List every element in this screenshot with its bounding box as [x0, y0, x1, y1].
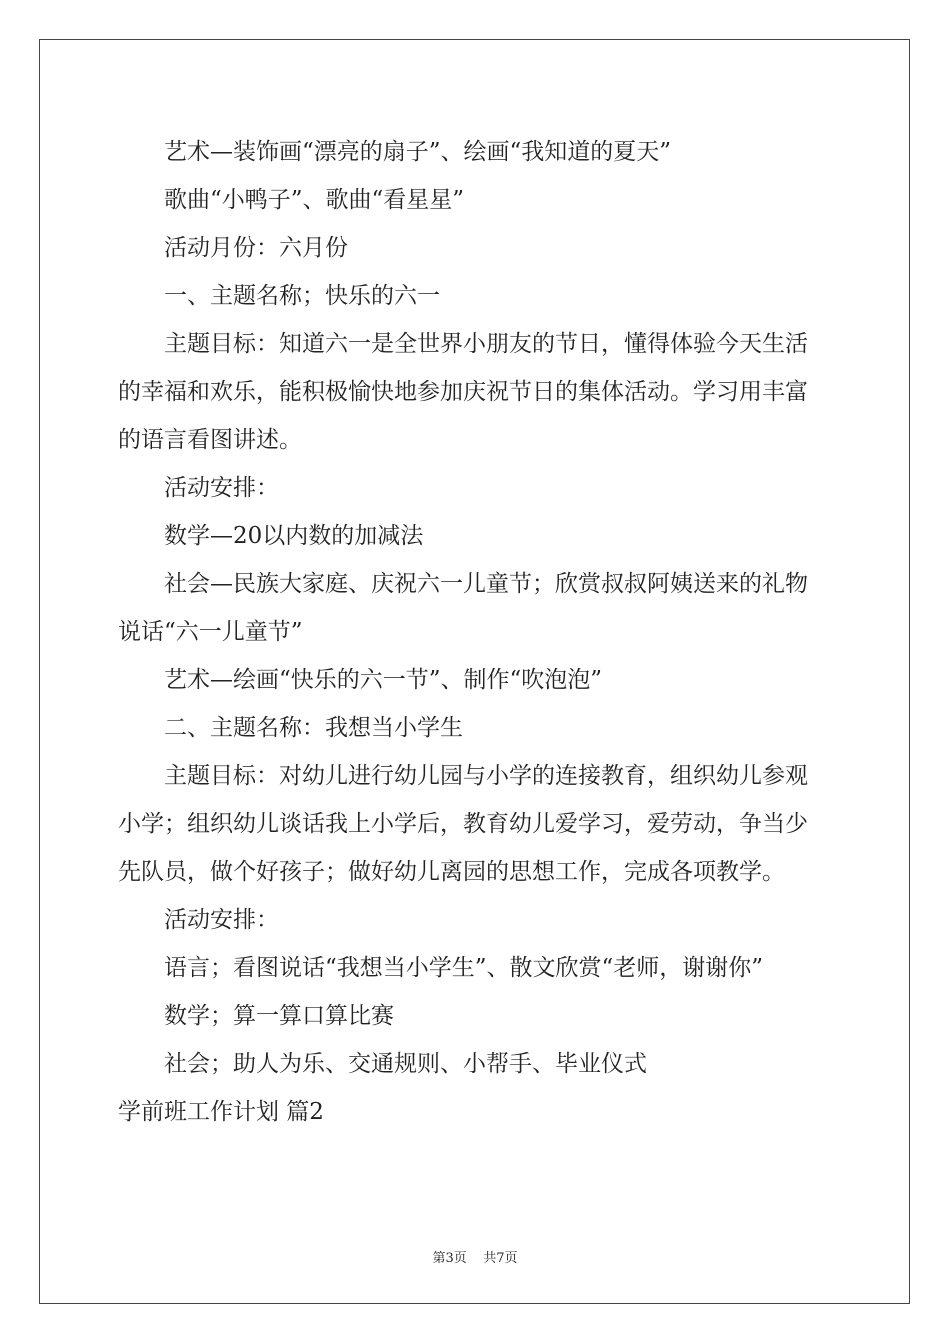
paragraph-line: 艺术—绘画“快乐的六一节”、制作“吹泡泡” — [164, 667, 603, 693]
paragraph — [118, 464, 834, 512]
paragraph — [118, 176, 834, 224]
paragraph — [118, 1040, 834, 1088]
paragraph — [118, 320, 834, 464]
paragraph-line: 社会；助人为乐、交通规则、小帮手、毕业仪式 — [164, 1051, 647, 1077]
paragraph-list — [118, 128, 834, 1088]
paragraph-line: 主题目标：对幼儿进行幼儿园与小学的连接教育，组织幼儿参观 — [164, 763, 808, 789]
paragraph — [118, 560, 834, 656]
paragraph-line: 艺术—装饰画“漂亮的扇子”、绘画“我知道的夏天” — [164, 139, 672, 165]
paragraph — [118, 896, 834, 944]
paragraph-line: 活动安排： — [164, 907, 279, 933]
paragraph — [118, 224, 834, 272]
paragraph-line: 先队员，做个好孩子；做好幼儿离园的思想工作，完成各项教学。 — [118, 859, 785, 885]
paragraph — [118, 512, 834, 560]
paragraph — [118, 704, 834, 752]
paragraph-line: 主题目标：知道六一是全世界小朋友的节日，懂得体验今天生活 — [164, 331, 808, 357]
paragraph — [118, 272, 834, 320]
paragraph-line: 说话“六一儿童节” — [118, 619, 303, 645]
paragraph-line: 活动月份：六月份 — [164, 235, 348, 261]
paragraph — [118, 992, 834, 1040]
paragraph-line: 语言；看图说话“我想当小学生”、散文欣赏“老师，谢谢你” — [164, 955, 764, 981]
paragraph-line: 活动安排： — [164, 475, 279, 501]
paragraph-line: 数学—20以内数的加减法 — [164, 523, 424, 549]
paragraph-line: 小学；组织幼儿谈话我上小学后，教育幼儿爱学习，爱劳动，争当少 — [118, 811, 808, 837]
paragraph — [118, 656, 834, 704]
paragraph-line: 的语言看图讲述。 — [118, 427, 302, 453]
paragraph — [118, 752, 834, 896]
page-footer — [0, 1247, 950, 1266]
paragraph-line: 歌曲“小鸭子”、歌曲“看星星” — [164, 187, 465, 213]
paragraph-line: 数学；算一算口算比赛 — [164, 1003, 394, 1029]
page-total: 共7页 — [483, 1251, 518, 1266]
paragraph-line: 社会—民族大家庭、庆祝六一儿童节；欣赏叔叔阿姨送来的礼物 — [164, 571, 808, 597]
page-number: 第3页 — [432, 1251, 467, 1266]
document-body — [118, 128, 834, 1136]
paragraph-line: 二、主题名称：我想当小学生 — [164, 715, 463, 741]
paragraph — [118, 128, 834, 176]
paragraph-line: 一、主题名称；快乐的六一 — [164, 283, 440, 309]
paragraph-line: 的幸福和欢乐，能积极愉快地参加庆祝节日的集体活动。学习用丰富 — [118, 379, 808, 405]
section-heading: 学前班工作计划 篇2 — [118, 1099, 324, 1125]
paragraph — [118, 944, 834, 992]
